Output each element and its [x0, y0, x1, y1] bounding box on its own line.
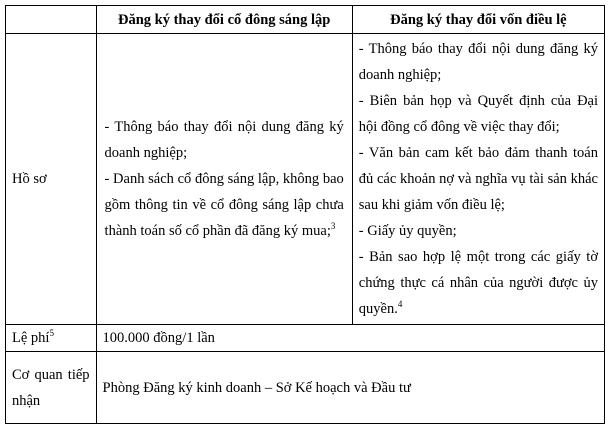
list-item: - Giấy ủy quyền; — [358, 223, 457, 239]
agency-value: Phòng Đăng ký kinh doanh – Sở Kế hoạch và Đầu tư — [96, 352, 604, 424]
agency-label: Cơ quan tiếp nhận — [6, 352, 97, 424]
list-item: - Văn bản cam kết bảo đảm thanh toán đủ các khoản nợ và nghĩa vụ tài sản khác sau khi giảm vốn điều lệ; — [358, 145, 598, 213]
list-item: - Thông báo thay đổi nội dung đăng ký doanh nghiệp; — [358, 41, 598, 83]
header-empty-cell — [6, 6, 97, 34]
footnote-ref: 4 — [397, 299, 403, 310]
documents-founding-cell — [96, 34, 352, 325]
documents-label: Hồ sơ — [6, 34, 97, 325]
fee-label: Lệ phí$^5$ — [6, 325, 97, 352]
header-charter-capital: Đăng ký thay đổi vốn điều lệ — [352, 6, 604, 34]
footnote-ref: 3 — [330, 221, 336, 232]
list-item: - Thông báo thay đổi nội dung đăng ký doanh nghiệp; — [104, 119, 344, 161]
footnote-ref: 5 — [49, 328, 54, 339]
list-item: - Biên bản họp và Quyết định của Đại hội đồng cổ đông về việc thay đổi; — [358, 93, 598, 135]
header-row — [6, 6, 605, 34]
procedure-table — [5, 5, 605, 424]
header-founding-shareholders: Đăng ký thay đổi cổ đông sáng lập — [96, 6, 352, 34]
agency-row — [6, 352, 605, 424]
list-item: - Bản sao hợp lệ một trong các giấy tờ chứng thực cá nhân của người được ủy quyền.$^4$ — [358, 249, 598, 317]
documents-capital-cell — [352, 34, 604, 325]
documents-row — [6, 34, 605, 325]
fee-value: 100.000 đồng/1 lần — [96, 325, 604, 352]
fee-row — [6, 325, 605, 352]
list-item: - Danh sách cổ đông sáng lập, không bao gồm thông tin về cổ đông sáng lập chưa thành toán số cổ phần đã đăng ký mua;$^3$ — [104, 171, 344, 239]
